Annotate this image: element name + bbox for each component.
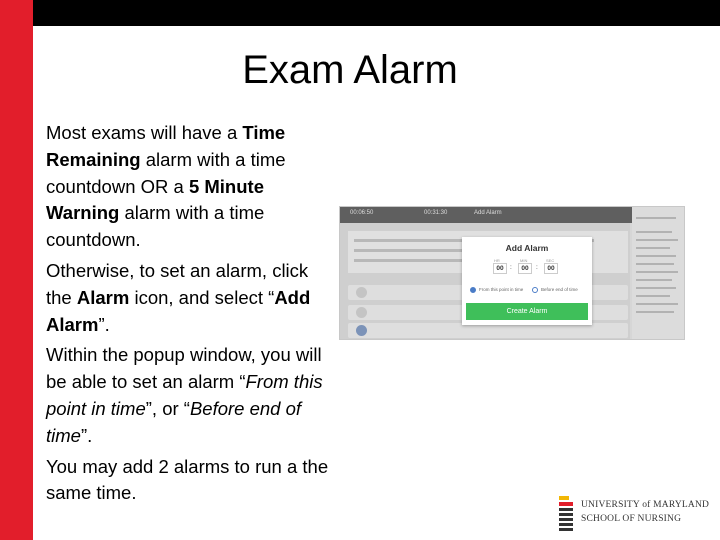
- top-black-bar: [0, 0, 720, 26]
- before-end-radio[interactable]: [532, 287, 538, 293]
- text-run: Add Alarm: [46, 286, 311, 335]
- body-paragraph: [46, 342, 336, 449]
- text-run: icon, and select “: [129, 286, 275, 308]
- text-run: Within the popup window, you will be able to set an alarm “: [46, 344, 322, 393]
- timer-readout: 00:06:50: [350, 210, 374, 216]
- exhibit-panel: [632, 207, 685, 340]
- text-run: alarm with a time countdown OR a: [46, 148, 286, 197]
- text-run: Before end of time: [46, 397, 302, 446]
- text-run: From this point in time: [46, 371, 323, 419]
- text-run: alarm with a time countdown.: [46, 202, 265, 251]
- text-run: Time Remaining: [46, 122, 286, 170]
- min-label: MIN: [520, 258, 528, 263]
- text-run: Alarm: [76, 286, 130, 308]
- modal-title: Add Alarm: [505, 243, 549, 253]
- text-run: Otherwise, to set an alarm, click the: [46, 259, 309, 308]
- colon-separator: :: [536, 264, 538, 271]
- body-paragraph: [46, 120, 336, 254]
- minutes-input[interactable]: 00: [518, 263, 532, 274]
- maryland-shield-icon: [557, 494, 577, 532]
- logo-university-text: UNIVERSITY of MARYLAND: [581, 500, 710, 510]
- from-point-radio[interactable]: [470, 287, 476, 293]
- clock-readout: 00:31:30: [424, 210, 448, 216]
- hours-input[interactable]: 00: [493, 263, 507, 274]
- text-run: ”.: [80, 424, 93, 446]
- body-paragraph: [46, 454, 336, 508]
- sec-label: SEC: [546, 258, 555, 263]
- answer-option[interactable]: [348, 323, 628, 338]
- text-run: You may add 2 alarms to run a the same time.: [46, 455, 329, 504]
- left-red-bar: [0, 0, 33, 540]
- slide-title: Exam Alarm: [242, 48, 458, 92]
- seconds-input[interactable]: 00: [544, 263, 558, 274]
- add-alarm-link[interactable]: Add Alarm: [474, 210, 502, 216]
- text-run: 5 Minute Warning: [46, 175, 264, 224]
- create-alarm-button[interactable]: Create Alarm: [466, 303, 588, 320]
- slide-body: [46, 120, 336, 511]
- university-logo: [557, 494, 710, 532]
- hr-label: HR: [494, 258, 500, 263]
- before-end-label: Before end of time: [541, 287, 578, 292]
- colon-separator: :: [510, 264, 512, 271]
- text-run: ”, or “: [145, 397, 190, 419]
- text-run: ”.: [98, 313, 110, 335]
- text-run: Most exams will have a: [46, 122, 243, 143]
- from-point-label: From this point in time: [479, 287, 524, 292]
- logo-school-text: SCHOOL OF NURSING: [581, 514, 682, 524]
- exam-screenshot: [339, 206, 685, 340]
- body-paragraph: [46, 258, 336, 338]
- add-alarm-modal: [462, 237, 592, 325]
